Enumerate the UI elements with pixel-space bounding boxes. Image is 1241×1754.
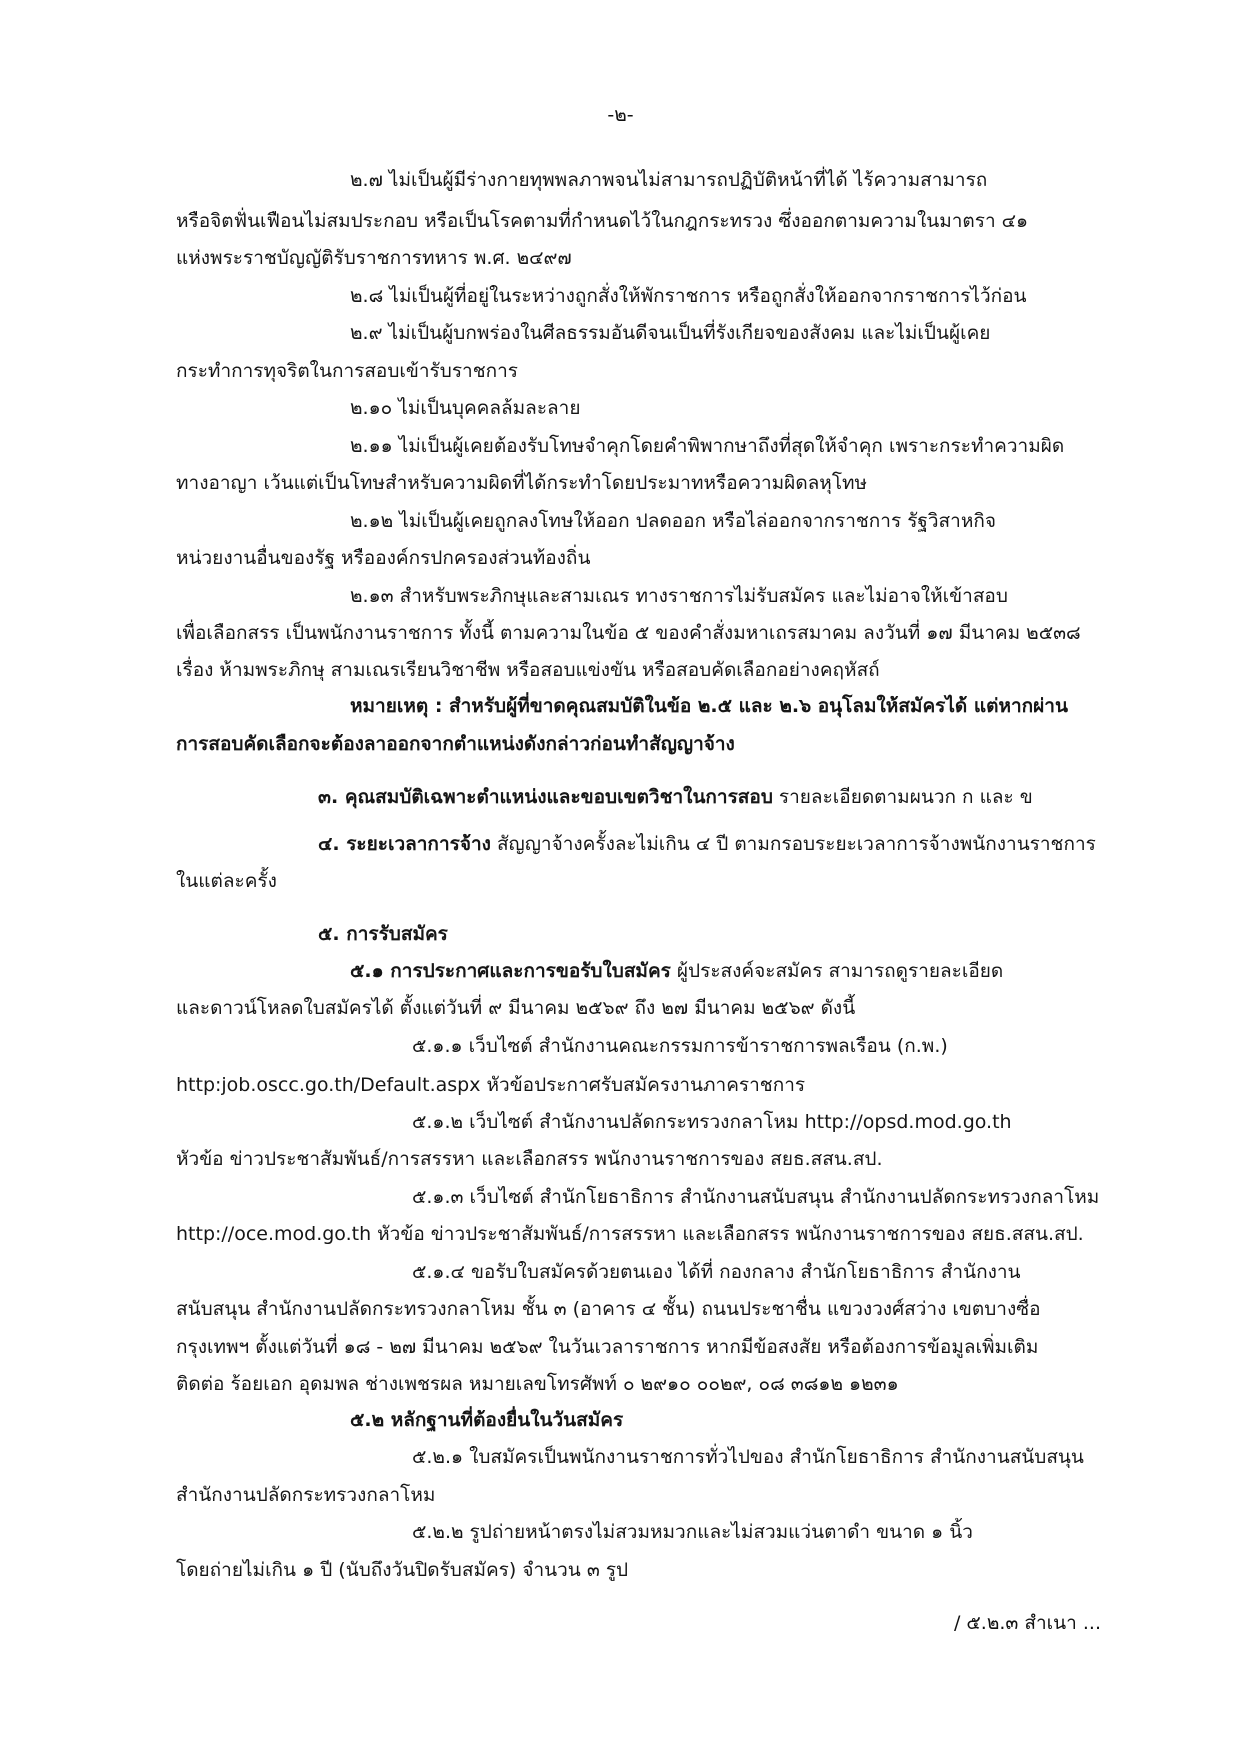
text-line xyxy=(350,1406,623,1434)
text-line xyxy=(176,1556,628,1584)
text-line xyxy=(176,469,867,497)
continuation-marker: / ๕.๒.๓ สำเนา ... xyxy=(953,1612,1101,1634)
text-line xyxy=(350,282,1027,310)
body-text: http://oce.mod.go.th หัวข้อ ข่าวประชาสัมพันธ์/การสรรหา และเลือกสรร พนักงานราชการของ สยธ.สสน.สป. xyxy=(176,1223,1084,1245)
body-text: ๕.๑.๒ เว็บไซต์ สำนักงานปลัดกระทรวงกลาโหม http://opsd.mod.go.th xyxy=(412,1111,1012,1133)
body-text: เรื่อง ห้ามพระภิกษุ สามเณรเรียนวิชาชีพ หรือสอบแข่งขัน หรือสอบคัดเลือกอย่างคฤหัสถ์ xyxy=(176,659,880,681)
text-line xyxy=(176,244,572,272)
text-line xyxy=(350,692,1068,720)
body-text: ๕.๒.๒ รูปถ่ายหน้าตรงไม่สวมหมวกและไม่สวมแว่นตาดำ ขนาด ๑ นิ้ว xyxy=(412,1521,973,1543)
body-text: ๕.๒ หลักฐานที่ต้องยื่นในวันสมัคร xyxy=(350,1409,624,1431)
page-number: -๒- xyxy=(607,104,634,126)
body-text: และดาวน์โหลดใบสมัครได้ ตั้งแต่วันที่ ๙ มีนาคม ๒๕๖๙ ถึง ๒๗ มีนาคม ๒๕๖๙ ดังนี้ xyxy=(176,997,856,1019)
text-line xyxy=(176,1333,1038,1361)
body-text: ๕.๑.๔ ขอรับใบสมัครด้วยตนเอง ได้ที่ กองกลาง สำนักโยธาธิการ สำนักงาน xyxy=(412,1261,1021,1283)
body-text: การสอบคัดเลือกจะต้องลาออกจากตำแหน่งดังกล่าวก่อนทำสัญญาจ้าง xyxy=(176,733,735,755)
body-text: กระทำการทุจริตในการสอบเข้ารับราชการ xyxy=(176,360,518,382)
text-line xyxy=(176,1295,1041,1323)
text-line xyxy=(412,1443,1084,1471)
text-line xyxy=(176,1370,899,1398)
text-line xyxy=(412,1032,948,1060)
text-line xyxy=(350,319,990,347)
text-line xyxy=(176,994,855,1022)
text-line xyxy=(350,166,987,194)
bold-heading-text: ๓. คุณสมบัติเฉพาะตำแหน่งและขอบเขตวิชาในการสอบ xyxy=(318,786,773,808)
body-text: สัญญาจ้างครั้งละไม่เกิน ๔ ปี ตามกรอบระยะเวลาการจ้างพนักงานราชการ xyxy=(490,833,1096,855)
text-line xyxy=(176,1145,883,1173)
text-line xyxy=(176,730,735,758)
body-text: ๒.๑๓ สำหรับพระภิกษุและสามเณร ทางราชการไม่รับสมัคร และไม่อาจให้เข้าสอบ xyxy=(350,585,1008,607)
body-text: ทางอาญา เว้นแต่เป็นโทษสำหรับความผิดที่ได้กระทำโดยประมาทหรือความผิดลหุโทษ xyxy=(176,472,868,494)
text-line xyxy=(176,1220,1084,1248)
body-text: รายละเอียดตามผนวก ก และ ข xyxy=(772,786,1033,808)
body-text: ๕.๑.๓ เว็บไซต์ สำนักโยธาธิการ สำนักงานสนับสนุน สำนักงานปลัดกระทรวงกลาโหม xyxy=(412,1186,1100,1208)
body-text: กรุงเทพฯ ตั้งแต่วันที่ ๑๘ - ๒๗ มีนาคม ๒๕๖๙ ในวันเวลาราชการ หากมีข้อสงสัย หรือต้องการข้อมูลเพิ่มเติม xyxy=(176,1336,1039,1358)
body-text: ๕.๒.๑ ใบสมัครเป็นพนักงานราชการทั่วไปของ สำนักโยธาธิการ สำนักงานสนับสนุน xyxy=(412,1446,1084,1468)
body-text: ติดต่อ ร้อยเอก อุดมพล ช่างเพชรผล หมายเลขโทรศัพท์ ๐ ๒๙๑๐ ๐๐๒๙, ๐๘ ๓๘๑๒ ๑๒๓๑ xyxy=(176,1373,899,1395)
body-text: เพื่อเลือกสรร เป็นพนักงานราชการ ทั้งนี้ ตามความในข้อ ๕ ของคำสั่งมหาเถรสมาคม ลงวันที่ ๑๗ มีนาคม ๒๕๓๘ xyxy=(176,622,1081,644)
body-text: ในแต่ละครั้ง xyxy=(176,870,277,892)
text-line xyxy=(350,432,1064,460)
body-text: ๒.๑๐ ไม่เป็นบุคคลล้มละลาย xyxy=(350,397,581,419)
text-line xyxy=(176,544,590,572)
body-text: ๒.๗ ไม่เป็นผู้มีร่างกายทุพพลภาพจนไม่สามารถปฏิบัติหน้าที่ได้ ไร้ความสามารถ xyxy=(350,169,988,191)
text-line xyxy=(176,357,518,385)
text-line xyxy=(176,1071,805,1099)
body-text: ๒.๑๑ ไม่เป็นผู้เคยต้องรับโทษจำคุกโดยคำพิพากษาถึงที่สุดให้จำคุก เพราะกระทำความผิด xyxy=(350,435,1065,457)
body-text: ผู้ประสงค์จะสมัคร สามารถดูรายละเอียด xyxy=(670,960,1004,982)
text-line xyxy=(176,207,1028,235)
text-line xyxy=(318,830,1096,858)
bold-heading-text: ๕.๑ การประกาศและการขอรับใบสมัคร xyxy=(350,960,671,982)
text-line xyxy=(412,1518,973,1546)
text-line xyxy=(176,867,277,895)
text-line xyxy=(318,783,1033,811)
body-text: สนับสนุน สำนักงานปลัดกระทรวงกลาโหม ชั้น ๓ (อาคาร ๔ ชั้น) ถนนประชาชื่น แขวงวงศ์สว่าง เขตบางซื่อ xyxy=(176,1298,1041,1320)
text-line xyxy=(176,1481,435,1509)
text-line xyxy=(350,394,580,422)
bold-heading-text: ๔. ระยะเวลาการจ้าง xyxy=(318,833,491,855)
body-text: สำนักงานปลัดกระทรวงกลาโหม xyxy=(176,1484,436,1506)
body-text: ๕.๑.๑ เว็บไซต์ สำนักงานคณะกรรมการข้าราชการพลเรือน (ก.พ.) xyxy=(412,1035,948,1057)
body-text: ๒.๙ ไม่เป็นผู้บกพร่องในศีลธรรมอันดีจนเป็นที่รังเกียจของสังคม และไม่เป็นผู้เคย xyxy=(350,322,991,344)
text-line xyxy=(350,957,1003,985)
text-line xyxy=(318,920,448,948)
body-text: ๕. การรับสมัคร xyxy=(318,923,448,945)
text-line xyxy=(350,582,1008,610)
body-text: ๒.๘ ไม่เป็นผู้ที่อยู่ในระหว่างถูกสั่งให้พักราชการ หรือถูกสั่งให้ออกจากราชการไว้ก่อน xyxy=(350,285,1027,307)
body-text: http:job.oscc.go.th/Default.aspx หัวข้อประกาศรับสมัครงานภาคราชการ xyxy=(176,1074,806,1096)
text-line xyxy=(412,1108,1012,1136)
body-text: โดยถ่ายไม่เกิน ๑ ปี (นับถึงวันปิดรับสมัคร) จำนวน ๓ รูป xyxy=(176,1559,629,1581)
text-line xyxy=(412,1183,1099,1211)
text-line xyxy=(176,656,880,684)
body-text: แห่งพระราชบัญญัติรับราชการทหาร พ.ศ. ๒๔๙๗ xyxy=(176,247,572,269)
text-line xyxy=(350,507,996,535)
body-text: หมายเหตุ : สำหรับผู้ที่ขาดคุณสมบัติในข้อ ๒.๕ และ ๒.๖ อนุโลมให้สมัครได้ แต่หากผ่าน xyxy=(350,695,1068,717)
body-text: ๒.๑๒ ไม่เป็นผู้เคยถูกลงโทษให้ออก ปลดออก หรือไล่ออกจากราชการ รัฐวิสาหกิจ xyxy=(350,510,996,532)
body-text: หรือจิตฟั่นเฟือนไม่สมประกอบ หรือเป็นโรคตามที่กำหนดไว้ในกฎกระทรวง ซึ่งออกตามความในมาตรา ๔๑ xyxy=(176,210,1029,232)
text-line xyxy=(412,1258,1021,1286)
body-text: หน่วยงานอื่นของรัฐ หรือองค์กรปกครองส่วนท้องถิ่น xyxy=(176,547,591,569)
body-text: หัวข้อ ข่าวประชาสัมพันธ์/การสรรหา และเลือกสรร พนักงานราชการของ สยธ.สสน.สป. xyxy=(176,1148,883,1170)
text-line xyxy=(176,619,1081,647)
